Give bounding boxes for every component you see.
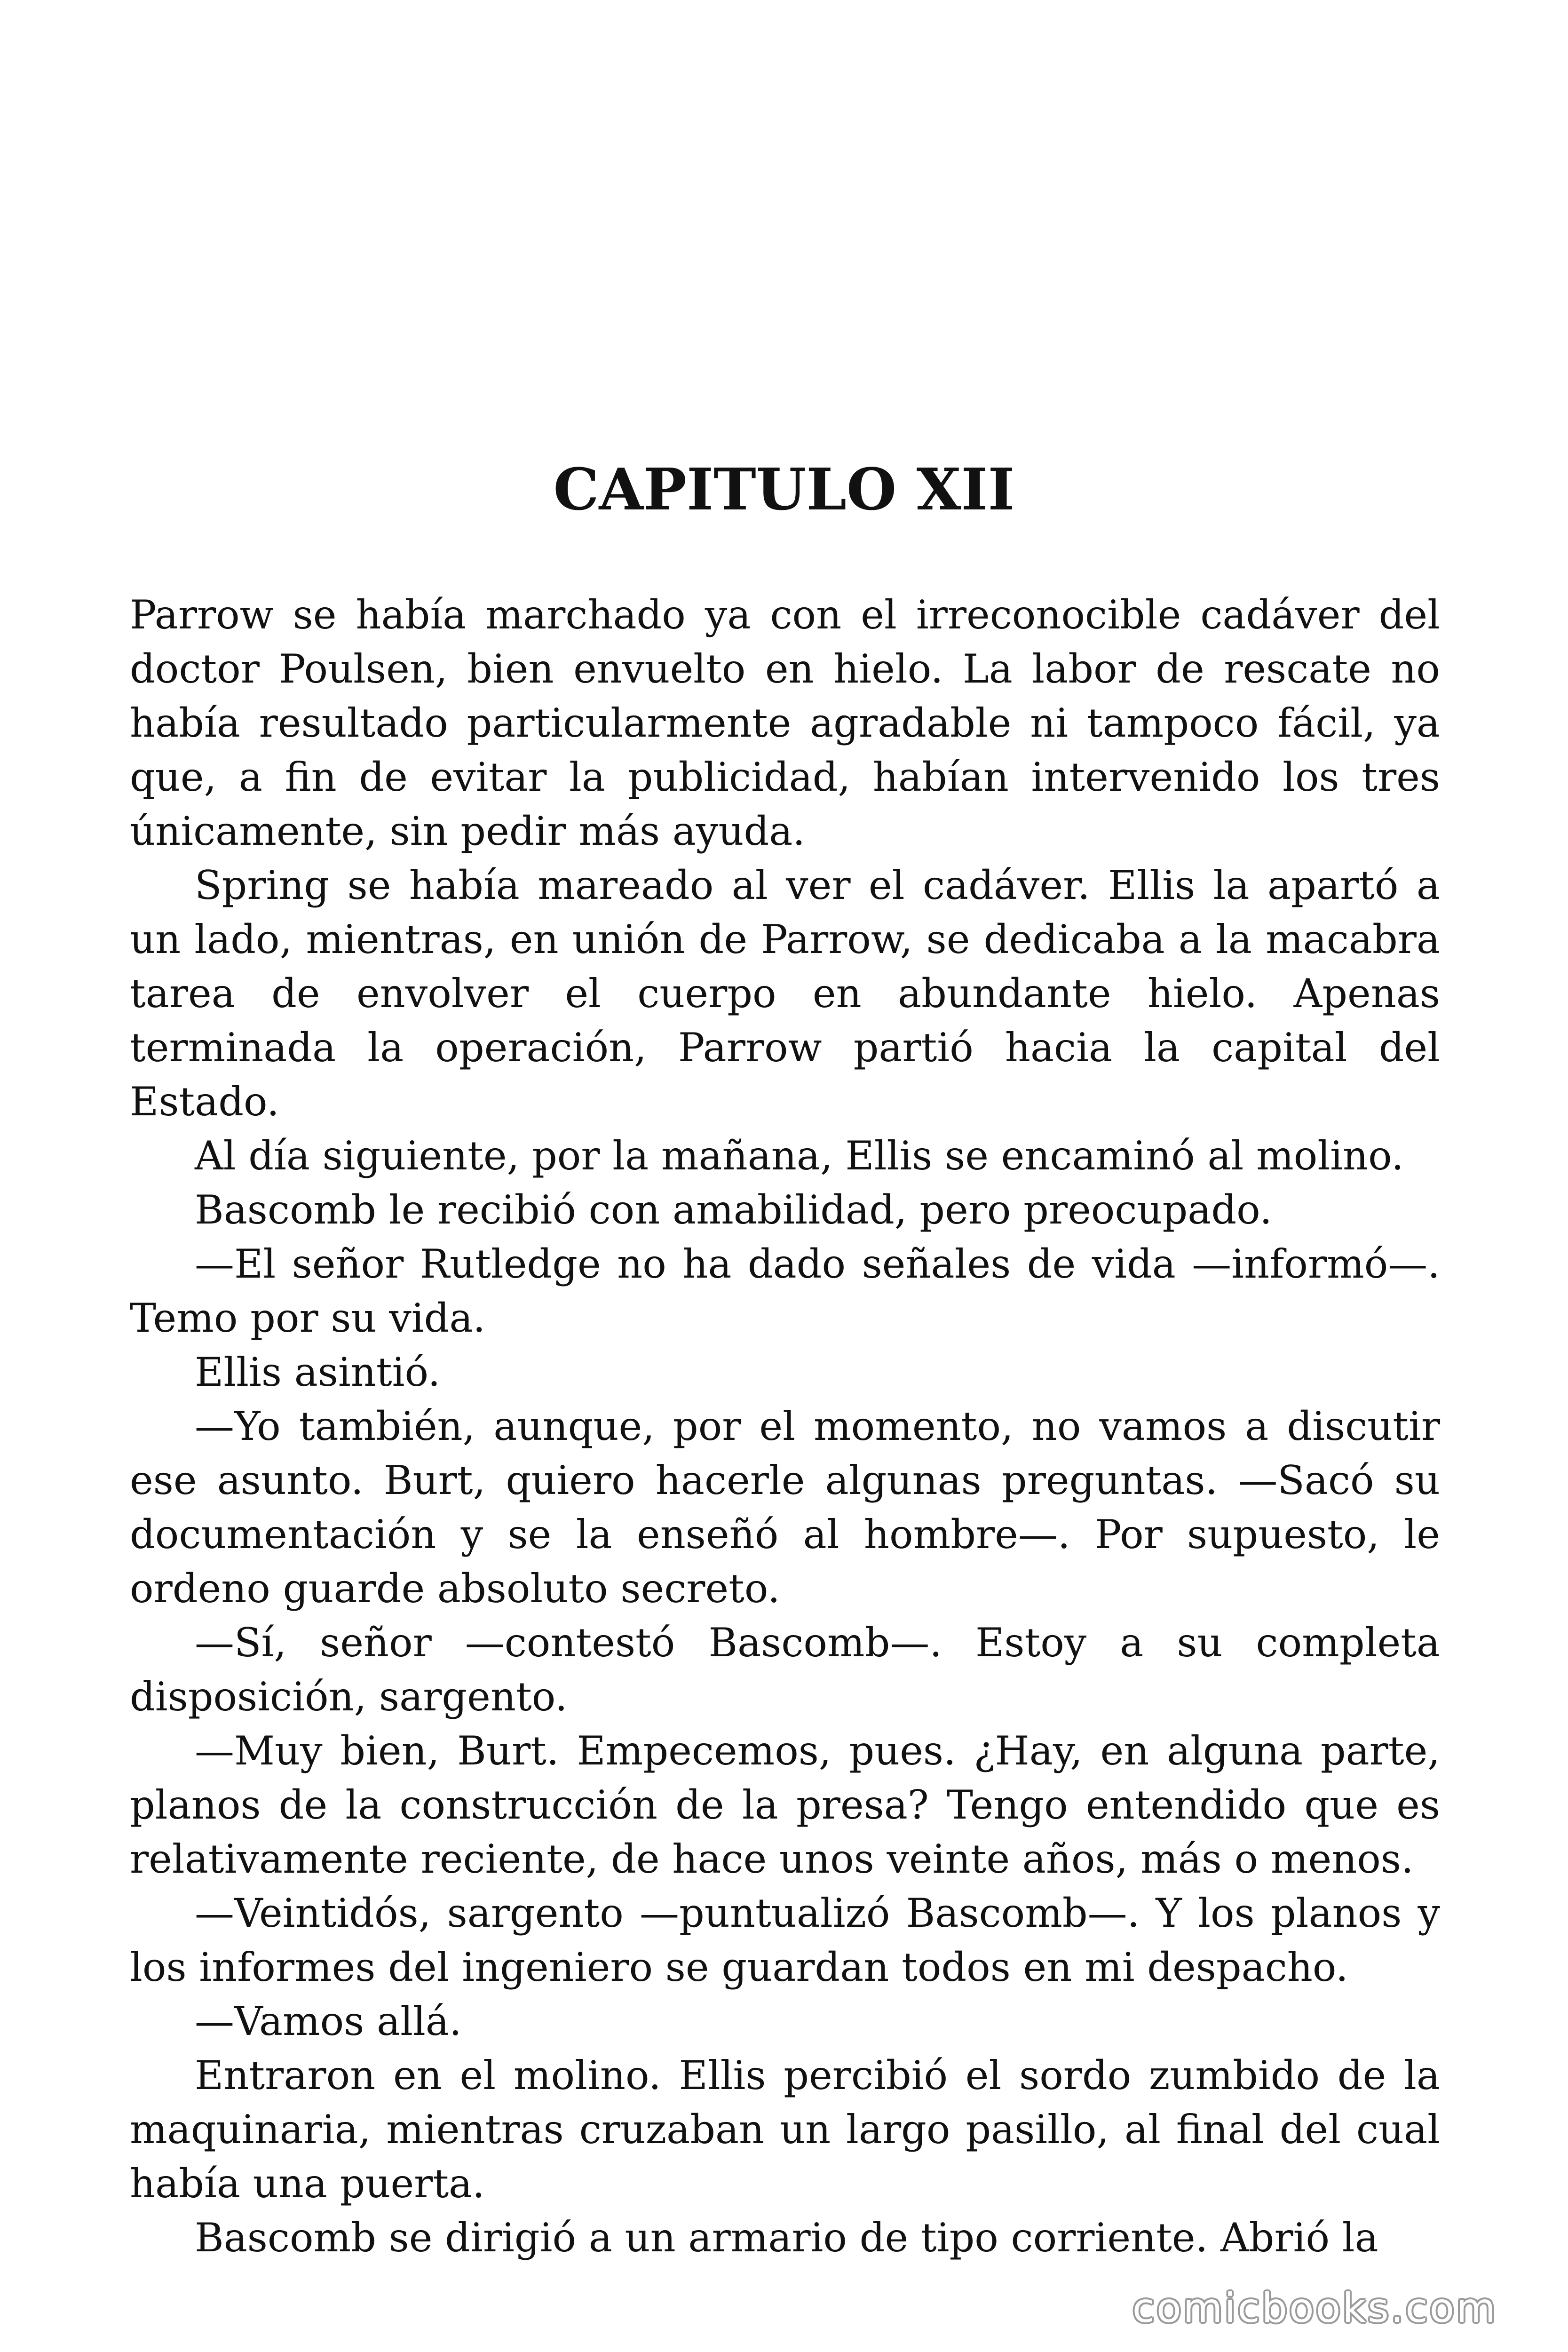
chapter-body: [130, 588, 1440, 2265]
paragraph: Al día siguiente, por la mañana, Ellis se encaminó al molino.: [195, 1133, 1404, 1179]
paragraph: Entraron en el molino. Ellis percibió el sordo zumbido de la maquinaria, mientras cruzaban un largo pasillo, al final del cual había una puerta.: [130, 2052, 1440, 2207]
paragraph: Bascomb le recibió con amabilidad, pero preocupado.: [195, 1187, 1272, 1233]
paragraph: Parrow se había marchado ya con el irreconocible cadáver del doctor Poulsen, bien envuelto en hielo. La labor de rescate no había resultado particularmente agradable ni tampoco fácil, ya que, a fin de evitar la publicidad, habían intervenido los tres únicamente, sin pedir más ayuda.: [130, 592, 1440, 854]
paragraph: —Muy bien, Burt. Empecemos, pues. ¿Hay, en alguna parte, planos de la construcción de la presa? Tengo entendido que es relativamente reciente, de hace unos veinte años, más o menos.: [130, 1728, 1440, 1882]
watermark-logo: comicbooks.com: [1132, 2285, 1497, 2332]
paragraph: —Vamos allá.: [195, 1998, 462, 2044]
paragraph: —Sí, señor —contestó Bascomb—. Estoy a su completa disposición, sargento.: [130, 1620, 1440, 1720]
paragraph: —Veintidós, sargento —puntualizó Bascomb—. Y los planos y los informes del ingeniero se guardan todos en mi despacho.: [130, 1890, 1440, 1990]
paragraph: —El señor Rutledge no ha dado señales de vida —informó—. Temo por su vida.: [130, 1241, 1440, 1341]
chapter-title: CAPITULO XII: [553, 455, 1015, 523]
paragraph: —Yo también, aunque, por el momento, no vamos a discutir ese asunto. Burt, quiero hacerle algunas preguntas. —Sacó su documentación y se la enseñó al hombre—. Por supuesto, le ordeno guarde absoluto secreto.: [130, 1403, 1440, 1612]
paragraph: Bascomb se dirigió a un armario de tipo corriente. Abrió la: [195, 2215, 1378, 2261]
paragraph: Ellis asintió.: [195, 1349, 441, 1395]
paragraph: Spring se había mareado al ver el cadáver. Ellis la apartó a un lado, mientras, en unión de Parrow, se dedicaba a la macabra tarea de envolver el cuerpo en abundante hielo. Apenas terminada la operación, Parrow partió hacia la capital del Estado.: [130, 862, 1440, 1125]
